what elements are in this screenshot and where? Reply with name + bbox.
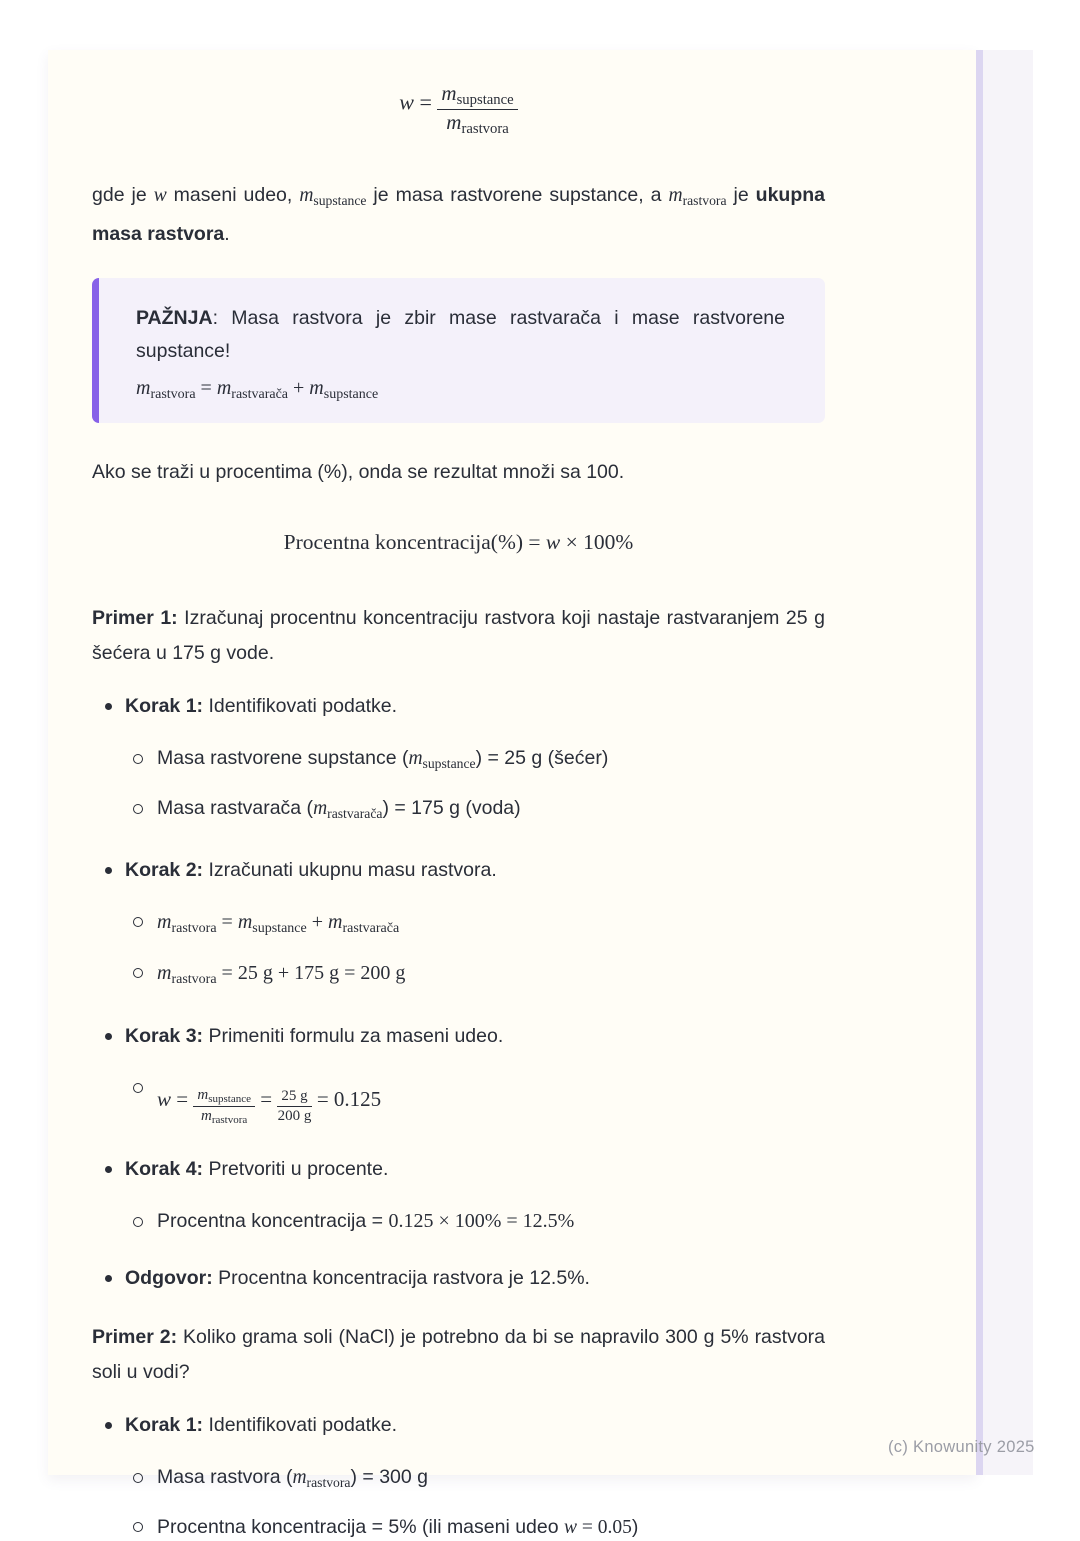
mass-sum-formula: mrastvora = msupstance + mrastvarača — [157, 910, 400, 936]
p2-korak1-label: Korak 1: — [125, 1414, 204, 1437]
var-w: w — [564, 1516, 578, 1538]
p2-korak1-item: Korak 1: Identifikovati podatke. — [92, 1412, 825, 1439]
korak3-item: Korak 3: Primeniti formulu za maseni udeo. — [92, 1023, 825, 1050]
var-m-supstance: m — [299, 184, 314, 206]
num-base: m — [441, 81, 457, 105]
numeric-fraction: $\frac{25 g}{200 g}$ — [277, 1088, 312, 1124]
var-w: w — [153, 184, 167, 206]
primer1-label: Primer 1: — [92, 607, 178, 630]
var-w: w — [545, 530, 561, 555]
page-content — [48, 50, 976, 1541]
formula-var-w: w — [399, 89, 414, 115]
bold-ukupna-masa: ukupna masa rastvora — [92, 183, 825, 246]
korak2-item: Korak 2: Izračunati ukupnu masu rastvora. — [92, 857, 825, 884]
mass-fraction-calculation: w = $\frac{m_{supstance}}{m_{rastvora}}$ = $\frac{25 g}{200 g}$ = 0.125 — [157, 1086, 382, 1127]
korak2-sub2 — [92, 960, 825, 993]
p2-korak1-sub2: Procentna koncentracija = 5% (ili maseni udeo w = 0.05) — [92, 1514, 825, 1541]
den-base: m — [446, 110, 462, 135]
attention-text: PAŽNJA: Masa rastvora je zbir mase rastvarača i mase rastvorene supstance! — [136, 307, 785, 363]
mass-fraction-formula — [92, 82, 825, 138]
formula-fraction — [437, 82, 517, 138]
page-edge-stripe — [976, 50, 983, 1475]
var-m-rastvora: m — [668, 184, 683, 206]
primer2-steps-list — [92, 1412, 825, 1541]
korak2-label: Korak 2: — [125, 858, 204, 881]
primer1-heading: Primer 1: Izračunaj procentnu koncentraciju rastvora koji nastaje rastvaranjem 25 g šećera u 175 g vode. — [92, 607, 825, 665]
korak3-sub — [92, 1075, 825, 1126]
odgovor-item: Odgovor: Procentna koncentracija rastvora je 12.5%. — [92, 1265, 825, 1292]
p2-korak1-sub1: Masa rastvora (mrastvora) = 300 g — [92, 1464, 825, 1496]
var-w: w — [157, 1086, 172, 1111]
symbolic-fraction: $\frac{m_{supstance}}{m_{rastvora}}$ — [193, 1087, 255, 1126]
korak3-label: Korak 3: — [125, 1024, 204, 1047]
result-value: 0.125 — [333, 1086, 382, 1111]
korak1-sub2: Masa rastvarača (mrastvarača) = 175 g (voda) — [92, 795, 825, 827]
attention-label: PAŽNJA — [136, 307, 213, 330]
attention-callout-box — [92, 278, 825, 423]
korak1-sub1: Masa rastvorene supstance (msupstance) = 25 g (šećer) — [92, 745, 825, 777]
attention-formula: mrastvora = mrastvarača + msupstance — [136, 377, 379, 403]
korak4-item: Korak 4: Pretvoriti u procente. — [92, 1156, 825, 1183]
korak1-item: Korak 1: Identifikovati podatke. — [92, 693, 825, 720]
korak1-label: Korak 1: — [125, 695, 204, 718]
korak4-sub: Procentna koncentracija = 0.125 × 100% = 12.5% — [92, 1208, 825, 1235]
var-m-rastvaraca: m — [313, 798, 328, 820]
primer1-steps-list — [92, 693, 825, 1292]
knowunity-watermark: (c) Knowunity 2025 — [888, 1438, 1035, 1456]
primer2-heading: Primer 2: Koliko grama soli (NaCl) je potrebno da bi se napravilo 300 g 5% rastvora soli u vodi? — [92, 1326, 826, 1384]
fraction-denominator — [437, 110, 517, 137]
korak2-sub1 — [92, 909, 825, 942]
percent-concentration-formula: Procentna koncentracija(%) = w × 100% — [283, 530, 634, 555]
odgovor-label: Odgovor: — [125, 1267, 213, 1290]
mass-sum-values: mrastvora = 25 g + 175 g = 200 g — [157, 961, 406, 987]
primer2-label: Primer 2: — [92, 1326, 178, 1349]
var-m-supstance: m — [408, 748, 423, 770]
fraction-numerator — [437, 82, 517, 110]
korak4-label: Korak 4: — [125, 1158, 204, 1181]
var-m-rastvora: m — [292, 1467, 307, 1489]
den-subscript: rastvora — [461, 121, 509, 138]
equals-sign: = — [413, 89, 438, 115]
intro-paragraph: gde je w maseni udeo, msupstance je masa rastvorene supstance, a mrastvora je ukupna masa rastvora. — [92, 183, 825, 246]
document-page — [48, 50, 976, 1538]
num-subscript: supstance — [456, 92, 514, 109]
percent-result: 0.125 × 100% = 12.5% — [388, 1210, 575, 1233]
next-page-edge-panel — [983, 50, 1033, 1475]
percent-note: Ako se traži u procentima (%), onda se rezultat množi sa 100. — [92, 461, 625, 484]
